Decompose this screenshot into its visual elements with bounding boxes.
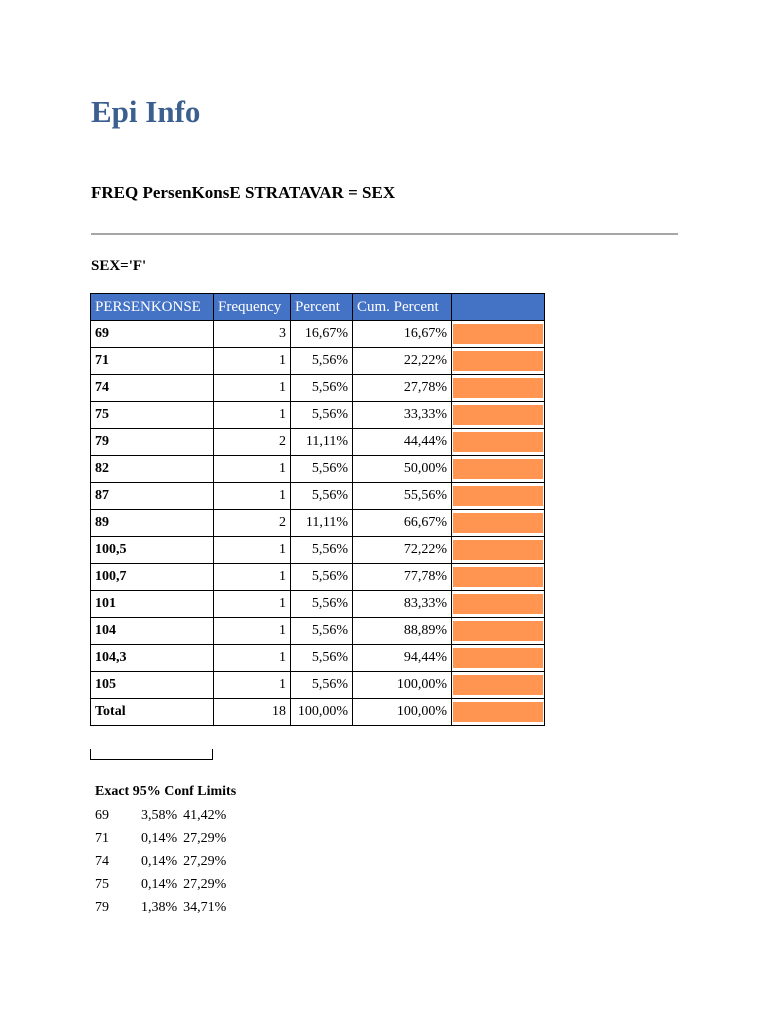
conf-limit-row bbox=[92, 850, 229, 873]
percent-bar bbox=[453, 486, 543, 506]
percent-cell: 5,56% bbox=[291, 348, 353, 375]
ci-value: 69 bbox=[95, 807, 109, 823]
percent-bar bbox=[453, 351, 543, 371]
table-row bbox=[91, 483, 545, 510]
value-cell: 101 bbox=[91, 591, 214, 618]
ci-lower: 0,14% bbox=[141, 830, 178, 846]
ci-upper: 41,42% bbox=[183, 807, 227, 823]
value-cell: 79 bbox=[91, 429, 214, 456]
conf-limit-row bbox=[92, 804, 229, 827]
conf-limits-table bbox=[92, 804, 229, 919]
ci-upper: 27,29% bbox=[183, 853, 227, 869]
stratum-label: SEX='F' bbox=[91, 258, 147, 274]
header-bar bbox=[452, 294, 545, 321]
bar-cell bbox=[452, 672, 545, 699]
percent-bar bbox=[453, 621, 543, 641]
cum-percent-cell: 22,22% bbox=[353, 348, 452, 375]
percent-bar bbox=[453, 459, 543, 479]
value-cell: 104 bbox=[91, 618, 214, 645]
frequency-cell: 1 bbox=[214, 618, 291, 645]
ci-lower: 0,14% bbox=[141, 853, 178, 869]
value-cell: 74 bbox=[91, 375, 214, 402]
frequency-cell: 1 bbox=[214, 672, 291, 699]
value-cell: 100,5 bbox=[91, 537, 214, 564]
bar-cell bbox=[452, 699, 545, 726]
percent-cell: 5,56% bbox=[291, 456, 353, 483]
bar-cell bbox=[452, 348, 545, 375]
table-row bbox=[91, 672, 545, 699]
percent-cell: 11,11% bbox=[291, 429, 353, 456]
table-row bbox=[91, 321, 545, 348]
frequency-cell: 2 bbox=[214, 510, 291, 537]
frequency-cell: 3 bbox=[214, 321, 291, 348]
value-cell: Total bbox=[91, 699, 214, 726]
percent-bar bbox=[453, 648, 543, 668]
percent-bar bbox=[453, 378, 543, 398]
table-row bbox=[91, 564, 545, 591]
cum-percent-cell: 50,00% bbox=[353, 456, 452, 483]
bar-cell bbox=[452, 564, 545, 591]
conf-limit-row bbox=[92, 896, 229, 919]
header-percent: Percent bbox=[291, 294, 353, 321]
percent-cell: 5,56% bbox=[291, 375, 353, 402]
percent-bar bbox=[453, 675, 543, 695]
frequency-cell: 2 bbox=[214, 429, 291, 456]
percent-bar bbox=[453, 432, 543, 452]
percent-bar bbox=[453, 567, 543, 587]
cum-percent-cell: 77,78% bbox=[353, 564, 452, 591]
value-cell: 75 bbox=[91, 402, 214, 429]
ci-upper: 34,71% bbox=[183, 899, 227, 915]
cum-percent-cell: 83,33% bbox=[353, 591, 452, 618]
conf-limits-title: Exact 95% Conf Limits bbox=[95, 784, 237, 799]
percent-cell: 100,00% bbox=[291, 699, 353, 726]
percent-cell: 5,56% bbox=[291, 645, 353, 672]
percent-cell: 5,56% bbox=[291, 564, 353, 591]
ci-value: 71 bbox=[95, 830, 109, 846]
cum-percent-cell: 44,44% bbox=[353, 429, 452, 456]
table-row bbox=[91, 429, 545, 456]
percent-bar bbox=[453, 540, 543, 560]
value-cell: 104,3 bbox=[91, 645, 214, 672]
table-row bbox=[91, 537, 545, 564]
value-cell: 87 bbox=[91, 483, 214, 510]
value-cell: 82 bbox=[91, 456, 214, 483]
frequency-cell: 1 bbox=[214, 402, 291, 429]
header-cum-percent: Cum. Percent bbox=[353, 294, 452, 321]
frequency-cell: 1 bbox=[214, 483, 291, 510]
value-cell: 105 bbox=[91, 672, 214, 699]
bar-cell bbox=[452, 483, 545, 510]
ci-upper: 27,29% bbox=[183, 830, 227, 846]
table-row bbox=[91, 402, 545, 429]
cum-percent-cell: 16,67% bbox=[353, 321, 452, 348]
cum-percent-cell: 72,22% bbox=[353, 537, 452, 564]
bar-cell bbox=[452, 591, 545, 618]
bar-cell bbox=[452, 375, 545, 402]
conf-limit-row bbox=[92, 827, 229, 850]
cum-percent-cell: 66,67% bbox=[353, 510, 452, 537]
frequency-cell: 1 bbox=[214, 375, 291, 402]
frequency-cell: 18 bbox=[214, 699, 291, 726]
percent-cell: 5,56% bbox=[291, 402, 353, 429]
ci-lower: 0,14% bbox=[141, 876, 178, 892]
cum-percent-cell: 27,78% bbox=[353, 375, 452, 402]
cum-percent-cell: 100,00% bbox=[353, 672, 452, 699]
percent-bar bbox=[453, 594, 543, 614]
frequency-cell: 1 bbox=[214, 537, 291, 564]
percent-bar bbox=[453, 513, 543, 533]
value-cell: 100,7 bbox=[91, 564, 214, 591]
app-title: Epi Info bbox=[91, 94, 201, 129]
table-row bbox=[91, 591, 545, 618]
table-row bbox=[91, 645, 545, 672]
table-header-row bbox=[91, 294, 545, 321]
percent-cell: 5,56% bbox=[291, 672, 353, 699]
percent-cell: 16,67% bbox=[291, 321, 353, 348]
percent-cell: 11,11% bbox=[291, 510, 353, 537]
percent-bar bbox=[453, 405, 543, 425]
command-line: FREQ PersenKonsE STRATAVAR = SEX bbox=[91, 183, 396, 202]
value-cell: 89 bbox=[91, 510, 214, 537]
bar-cell bbox=[452, 618, 545, 645]
divider bbox=[91, 233, 678, 235]
frequency-cell: 1 bbox=[214, 591, 291, 618]
bar-cell bbox=[452, 402, 545, 429]
percent-cell: 5,56% bbox=[291, 591, 353, 618]
frequency-cell: 1 bbox=[214, 645, 291, 672]
table-row bbox=[91, 456, 545, 483]
ci-upper: 27,29% bbox=[183, 876, 227, 892]
table-row bbox=[91, 348, 545, 375]
percent-bar bbox=[453, 324, 543, 344]
conf-limit-row bbox=[92, 873, 229, 896]
cum-percent-cell: 55,56% bbox=[353, 483, 452, 510]
total-row bbox=[91, 699, 545, 726]
percent-cell: 5,56% bbox=[291, 618, 353, 645]
bar-cell bbox=[452, 456, 545, 483]
frequency-table bbox=[90, 293, 545, 726]
value-cell: 69 bbox=[91, 321, 214, 348]
ci-value: 79 bbox=[95, 899, 109, 915]
cum-percent-cell: 33,33% bbox=[353, 402, 452, 429]
value-cell: 71 bbox=[91, 348, 214, 375]
bar-cell bbox=[452, 645, 545, 672]
cum-percent-cell: 100,00% bbox=[353, 699, 452, 726]
header-persenkonse: PERSENKONSE bbox=[91, 294, 214, 321]
table-row bbox=[91, 618, 545, 645]
cum-percent-cell: 88,89% bbox=[353, 618, 452, 645]
frequency-cell: 1 bbox=[214, 564, 291, 591]
table-row bbox=[91, 510, 545, 537]
bar-cell bbox=[452, 510, 545, 537]
table-row bbox=[91, 375, 545, 402]
ci-lower: 3,58% bbox=[141, 807, 178, 823]
percent-cell: 5,56% bbox=[291, 537, 353, 564]
bar-cell bbox=[452, 537, 545, 564]
frequency-cell: 1 bbox=[214, 348, 291, 375]
cum-percent-cell: 94,44% bbox=[353, 645, 452, 672]
header-frequency: Frequency bbox=[214, 294, 291, 321]
table-spacer-cell bbox=[90, 749, 213, 760]
ci-lower: 1,38% bbox=[141, 899, 178, 915]
bar-cell bbox=[452, 321, 545, 348]
percent-bar bbox=[453, 702, 543, 722]
bar-cell bbox=[452, 429, 545, 456]
percent-cell: 5,56% bbox=[291, 483, 353, 510]
ci-value: 75 bbox=[95, 876, 109, 892]
frequency-cell: 1 bbox=[214, 456, 291, 483]
ci-value: 74 bbox=[95, 853, 109, 869]
